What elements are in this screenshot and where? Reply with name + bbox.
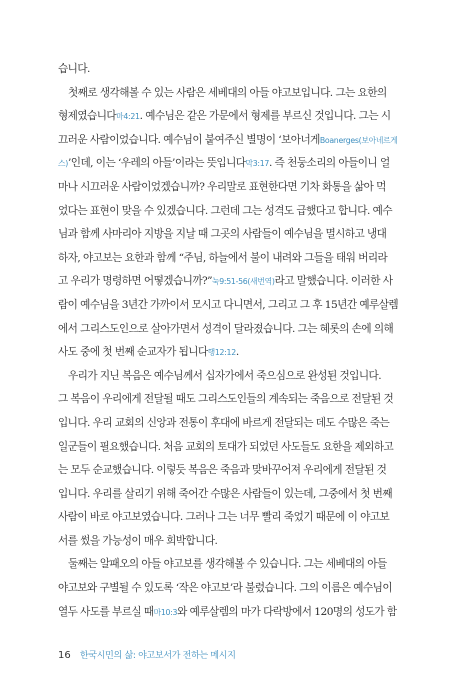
text-line — [58, 388, 410, 412]
scripture-reference: 마4:21 — [116, 112, 140, 122]
text-segment: 마나 시끄러운 사람이었겠습니까? 우리말로 표현한다면 기차 화통을 삶아 먹 — [58, 180, 386, 193]
text-segment: 하자, 야고보는 요한과 함께 “주님, 하늘에서 불이 내려와 그들을 태워 버리라 — [58, 251, 388, 264]
scripture-reference: 마10:3 — [153, 607, 178, 617]
text-line — [58, 412, 410, 436]
text-line — [58, 459, 410, 483]
text-segment: 둘째는 알패오의 아들 야고보를 생각해볼 수 있습니다. 그는 세베대의 아들 — [68, 558, 387, 571]
text-segment: 형제였습니다 — [58, 110, 117, 123]
page-number: 16 — [58, 650, 71, 661]
text-line — [58, 365, 410, 389]
scripture-reference: 막3:17 — [245, 159, 270, 169]
scripture-reference: 행12:12 — [207, 348, 236, 358]
text-segment: 고 우리가 명령하면 어떻겠습니까?” — [58, 275, 213, 288]
text-line — [58, 223, 410, 247]
text-segment: 열두 사도를 부르실 때 — [58, 605, 154, 618]
text-segment: 었다는 표현이 맞을 수 있겠습니다. 그런데 그는 성격도 급했다고 합니다. 예수 — [58, 204, 392, 217]
text-line — [58, 105, 410, 129]
text-segment: 에서 그리스도인으로 살아가면서 성격이 달라졌습니다. 그는 혜롯의 손에 의해 — [58, 322, 394, 335]
text-segment: 그 복음이 우리에게 전달될 때도 그리스도인들의 계속되는 죽음으로 전달된 것 — [58, 393, 394, 406]
text-line — [58, 58, 410, 82]
text-segment: 일군들이 필요했습니다. 처음 교회의 토대가 되었던 사도들도 요한을 제외하고 — [58, 440, 394, 453]
text-segment: 습니다. — [58, 63, 90, 75]
body-text — [58, 58, 410, 624]
text-line — [58, 82, 410, 106]
text-segment: 람이 예수님을 3년간 가까이서 모시고 다니면서, 그리고 그 후 15년간 예루살렘 — [58, 298, 399, 311]
text-segment: . 예수님은 같은 가문에서 형제를 부르신 것입니다. 그는 시 — [139, 110, 391, 123]
text-line — [58, 270, 410, 294]
scripture-reference: 눅9:51-56(새번역) — [212, 277, 275, 287]
text-segment: 끄러운 사람이었습니다. 예수님이 붙여주신 별명이 ‘보아너게 — [58, 133, 320, 146]
text-segment: . 즉 천둥소리의 아들이니 얼 — [269, 157, 390, 170]
text-segment: 라고 말했습니다. 이러한 사 — [274, 275, 393, 288]
text-line — [58, 152, 410, 176]
scripture-reference: Boanerges(보아네르게 — [319, 135, 398, 145]
text-segment: 사도 중에 첫 번째 순교자가 됩니다 — [58, 346, 208, 359]
text-line — [58, 506, 410, 530]
text-line — [58, 601, 410, 625]
text-segment: 입니다. 우리를 살리기 위해 죽어간 수많은 사람들이 있는데, 그중에서 첫 번째 — [58, 487, 392, 500]
text-line — [58, 577, 410, 601]
text-line — [58, 553, 410, 577]
scripture-reference: 스) — [58, 159, 68, 169]
running-title: 한국시민의 삶: 야고보서가 전하는 메시지 — [79, 651, 236, 661]
text-segment: 입니다. 우리 교회의 신앙과 전통이 후대에 바르게 전달되는 데도 수많은 죽는 — [58, 416, 390, 429]
text-line — [58, 247, 410, 271]
text-line — [58, 483, 410, 507]
page-footer — [58, 648, 236, 661]
text-segment: 님과 함께 사마리아 지방을 지날 때 그곳의 사람들이 예수님을 멸시하고 냉대 — [58, 228, 387, 241]
text-line — [58, 530, 410, 554]
text-segment: 와 예루살렘의 마가 다락방에서 120명의 성도가 함 — [177, 605, 397, 618]
text-line — [58, 294, 410, 318]
text-line — [58, 200, 410, 224]
text-segment: 야고보와 구별될 수 있도록 ‘작은 야고보’라 불렸습니다. 그의 이름은 예수님이 — [58, 582, 392, 595]
text-segment: 우리가 지닌 복음은 예수님께서 십자가에서 죽으심으로 완성된 것입니다. — [68, 369, 382, 382]
text-segment: 서를 썼을 가능성이 매우 희박합니다. — [58, 534, 218, 547]
text-line — [58, 318, 410, 342]
text-line — [58, 341, 410, 365]
text-line — [58, 436, 410, 460]
text-line — [58, 129, 410, 153]
text-segment: . — [235, 346, 239, 359]
text-segment: ’인데, 이는 ‘우레의 아들’이라는 뜻입니다 — [67, 157, 246, 170]
text-line — [58, 176, 410, 200]
text-segment: 첫째로 생각해볼 수 있는 사람은 세베대의 아들 야고보입니다. 그는 요한의 — [68, 86, 387, 99]
text-segment: 는 모두 순교했습니다. 이렇듯 복음은 죽음과 맞바꾸어져 우리에게 전달된 것 — [58, 464, 387, 477]
text-segment: 사람이 바로 야고보였습니다. 그러나 그는 너무 빨리 죽었기 때문에 이 야고보 — [58, 511, 390, 524]
